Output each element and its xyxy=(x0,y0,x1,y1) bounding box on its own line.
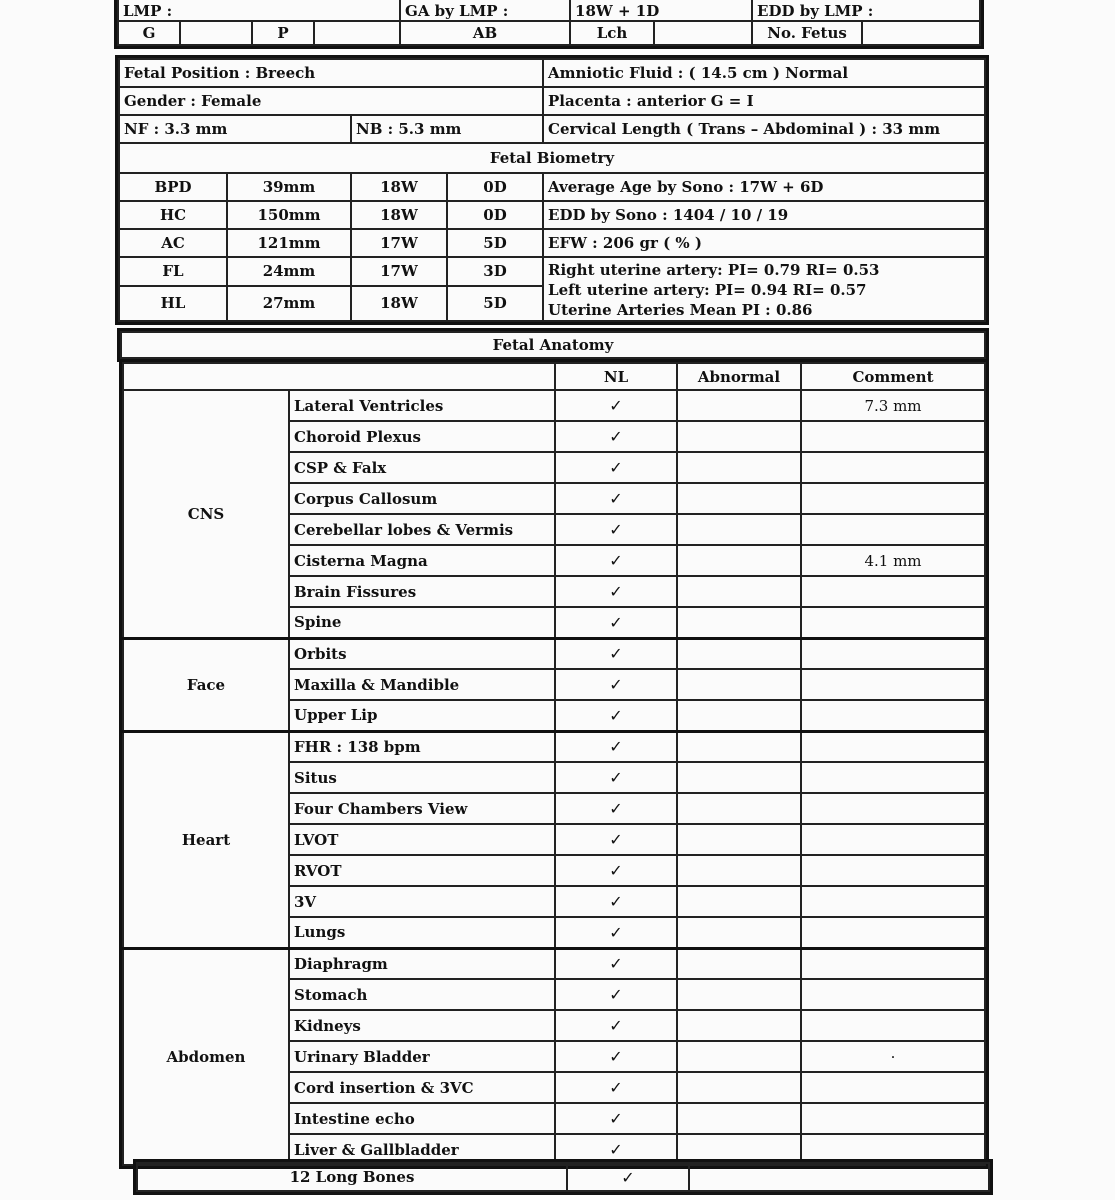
col-abnormal-header: Abnormal xyxy=(677,363,801,390)
col-nl-header: NL xyxy=(555,363,677,390)
anatomy-item-label: Intestine echo xyxy=(289,1103,555,1134)
g-label: G xyxy=(118,21,180,45)
nl-check: ✓ xyxy=(555,979,677,1010)
anatomy-row xyxy=(123,948,985,979)
comment-cell xyxy=(801,607,985,638)
biometry-weeks: 18W xyxy=(351,173,447,201)
biometry-days: 5D xyxy=(447,229,543,257)
abnormal-cell xyxy=(677,514,801,545)
biometry-days: 0D xyxy=(447,201,543,229)
anatomy-group-cns: CNS xyxy=(123,390,289,638)
anatomy-item-label: Maxilla & Mandible xyxy=(289,669,555,700)
abnormal-cell xyxy=(677,483,801,514)
comment-cell xyxy=(801,1010,985,1041)
anatomy-item-label: Upper Lip xyxy=(289,700,555,731)
comment-cell xyxy=(801,979,985,1010)
biometry-mm: 39mm xyxy=(227,173,351,201)
nl-check: ✓ xyxy=(555,948,677,979)
anatomy-item-label: Choroid Plexus xyxy=(289,421,555,452)
biometry-mm: 150mm xyxy=(227,201,351,229)
lmp-label: LMP : xyxy=(118,0,400,21)
ga-by-lmp-label: GA by LMP : xyxy=(400,0,570,21)
anatomy-item-label: Brain Fissures xyxy=(289,576,555,607)
nl-check: ✓ xyxy=(555,793,677,824)
anatomy-item-label: Stomach xyxy=(289,979,555,1010)
fetal-anatomy-title-table xyxy=(120,331,986,359)
amniotic-fluid: Amniotic Fluid : ( 14.5 cm ) Normal xyxy=(543,59,985,87)
fetal-anatomy-table xyxy=(122,362,986,1166)
abnormal-cell xyxy=(677,576,801,607)
abnormal-cell xyxy=(677,700,801,731)
biometry-days: 0D xyxy=(447,173,543,201)
abnormal-cell xyxy=(677,917,801,948)
abnormal-cell xyxy=(677,1010,801,1041)
patient-header-table xyxy=(117,0,981,46)
abnormal-cell xyxy=(677,545,801,576)
abnormal-cell xyxy=(677,948,801,979)
no-fetus-label: No. Fetus xyxy=(752,21,862,45)
abnormal-cell xyxy=(677,1041,801,1072)
anatomy-item-label: Cord insertion & 3VC xyxy=(289,1072,555,1103)
comment-cell xyxy=(801,1134,985,1165)
anatomy-item-label: Diaphragm xyxy=(289,948,555,979)
abnormal-cell xyxy=(677,452,801,483)
nl-check: ✓ xyxy=(555,607,677,638)
nf-value: NF : 3.3 mm xyxy=(119,115,351,143)
biometry-name: AC xyxy=(119,229,227,257)
anatomy-group-face: Face xyxy=(123,638,289,731)
comment-cell xyxy=(801,483,985,514)
biometry-table xyxy=(118,58,986,322)
placenta: Placenta : anterior G = I xyxy=(543,87,985,115)
anatomy-group-abdomen: Abdomen xyxy=(123,948,289,1165)
anatomy-item-label: Cerebellar lobes & Vermis xyxy=(289,514,555,545)
biometry-days: 3D xyxy=(447,257,543,286)
biometry-name: BPD xyxy=(119,173,227,201)
anatomy-item-label: Spine xyxy=(289,607,555,638)
comment-cell xyxy=(801,638,985,669)
anatomy-item-label: 3V xyxy=(289,886,555,917)
anatomy-item-label: Four Chambers View xyxy=(289,793,555,824)
anatomy-item-label: Urinary Bladder xyxy=(289,1041,555,1072)
nl-check: ✓ xyxy=(555,700,677,731)
p-label: P xyxy=(252,21,314,45)
anatomy-item-label: Orbits xyxy=(289,638,555,669)
anatomy-item-label: Lateral Ventricles xyxy=(289,390,555,421)
abnormal-cell xyxy=(677,731,801,762)
anatomy-item-label: Lungs xyxy=(289,917,555,948)
comment-cell xyxy=(801,1072,985,1103)
abnormal-cell xyxy=(677,824,801,855)
right-uterine-artery: Right uterine artery: PI= 0.79 RI= 0.53 xyxy=(548,261,880,279)
nl-check: ✓ xyxy=(555,824,677,855)
anatomy-row xyxy=(123,638,985,669)
lch-value xyxy=(654,21,752,45)
comment-cell xyxy=(801,700,985,731)
uterine-arteries-mean-pi: Uterine Arteries Mean PI : 0.86 xyxy=(548,301,813,319)
comment-cell: 7.3 mm xyxy=(801,390,985,421)
abnormal-cell xyxy=(677,793,801,824)
comment-cell xyxy=(801,948,985,979)
nl-check: ✓ xyxy=(555,1134,677,1165)
nl-check: ✓ xyxy=(555,545,677,576)
abnormal-cell xyxy=(677,669,801,700)
nl-check: ✓ xyxy=(555,514,677,545)
anatomy-item-label: LVOT xyxy=(289,824,555,855)
abnormal-cell xyxy=(677,886,801,917)
nl-check: ✓ xyxy=(555,1103,677,1134)
anatomy-item-label: Liver & Gallbladder xyxy=(289,1134,555,1165)
anatomy-group-heart: Heart xyxy=(123,731,289,948)
edd-by-lmp-label: EDD by LMP : xyxy=(752,0,980,21)
nl-check: ✓ xyxy=(555,483,677,514)
abnormal-cell xyxy=(677,855,801,886)
anatomy-item-label: Cisterna Magna xyxy=(289,545,555,576)
uterine-artery-block xyxy=(543,257,985,321)
biometry-name: FL xyxy=(119,257,227,286)
nl-check: ✓ xyxy=(555,390,677,421)
nl-check: ✓ xyxy=(555,917,677,948)
nl-check: ✓ xyxy=(555,855,677,886)
nl-check: ✓ xyxy=(555,762,677,793)
nl-check: ✓ xyxy=(555,886,677,917)
no-fetus-value xyxy=(862,21,980,45)
abnormal-cell xyxy=(677,1103,801,1134)
anatomy-row xyxy=(123,390,985,421)
abnormal-cell xyxy=(677,607,801,638)
fetal-anatomy-title: Fetal Anatomy xyxy=(121,332,985,358)
biometry-days: 5D xyxy=(447,286,543,321)
biometry-weeks: 17W xyxy=(351,229,447,257)
comment-cell xyxy=(801,886,985,917)
comment-cell xyxy=(801,855,985,886)
comment-cell xyxy=(801,917,985,948)
comment-cell xyxy=(801,824,985,855)
long-bones-comment xyxy=(689,1163,989,1191)
biometry-name: HC xyxy=(119,201,227,229)
col-comment-header: Comment xyxy=(801,363,985,390)
comment-cell: · xyxy=(801,1041,985,1072)
anatomy-item-label: Kidneys xyxy=(289,1010,555,1041)
fetal-anatomy-body xyxy=(123,363,985,1165)
biometry-mm: 27mm xyxy=(227,286,351,321)
abnormal-cell xyxy=(677,421,801,452)
nl-check: ✓ xyxy=(555,1041,677,1072)
biometry-name: HL xyxy=(119,286,227,321)
anatomy-item-label: Situs xyxy=(289,762,555,793)
abnormal-cell xyxy=(677,390,801,421)
efw: EFW : 206 gr ( % ) xyxy=(543,229,985,257)
comment-cell xyxy=(801,1103,985,1134)
nl-check: ✓ xyxy=(555,638,677,669)
ga-by-lmp-value: 18W + 1D xyxy=(570,0,752,21)
nl-check: ✓ xyxy=(567,1163,689,1191)
gender: Gender : Female xyxy=(119,87,543,115)
biometry-weeks: 18W xyxy=(351,201,447,229)
biometry-mm: 121mm xyxy=(227,229,351,257)
comment-cell xyxy=(801,731,985,762)
long-bones-label: 12 Long Bones xyxy=(137,1163,567,1191)
comment-cell xyxy=(801,421,985,452)
g-value xyxy=(180,21,252,45)
comment-cell xyxy=(801,669,985,700)
anatomy-item-label: FHR : 138 bpm xyxy=(289,731,555,762)
long-bones-table xyxy=(136,1162,990,1192)
left-uterine-artery: Left uterine artery: PI= 0.94 RI= 0.57 xyxy=(548,281,867,299)
edd-by-sono: EDD by Sono : 1404 / 10 / 19 xyxy=(543,201,985,229)
nl-check: ✓ xyxy=(555,731,677,762)
nl-check: ✓ xyxy=(555,669,677,700)
abnormal-cell xyxy=(677,1134,801,1165)
anatomy-header-blank xyxy=(123,363,555,390)
nl-check: ✓ xyxy=(555,452,677,483)
p-value xyxy=(314,21,400,45)
comment-cell xyxy=(801,576,985,607)
abnormal-cell xyxy=(677,979,801,1010)
nb-value: NB : 5.3 mm xyxy=(351,115,543,143)
nl-check: ✓ xyxy=(555,1072,677,1103)
abnormal-cell xyxy=(677,638,801,669)
nl-check: ✓ xyxy=(555,576,677,607)
comment-cell xyxy=(801,793,985,824)
average-age-by-sono: Average Age by Sono : 17W + 6D xyxy=(543,173,985,201)
biometry-weeks: 18W xyxy=(351,286,447,321)
lch-label: Lch xyxy=(570,21,654,45)
comment-cell xyxy=(801,452,985,483)
biometry-mm: 24mm xyxy=(227,257,351,286)
abnormal-cell xyxy=(677,1072,801,1103)
comment-cell xyxy=(801,514,985,545)
anatomy-row xyxy=(123,731,985,762)
nl-check: ✓ xyxy=(555,421,677,452)
fetal-position: Fetal Position : Breech xyxy=(119,59,543,87)
ab-label: AB xyxy=(400,21,570,45)
nl-check: ✓ xyxy=(555,1010,677,1041)
comment-cell: 4.1 mm xyxy=(801,545,985,576)
fetal-biometry-title: Fetal Biometry xyxy=(119,143,985,173)
cervical-length: Cervical Length ( Trans – Abdominal ) : 33 mm xyxy=(543,115,985,143)
comment-cell xyxy=(801,762,985,793)
biometry-weeks: 17W xyxy=(351,257,447,286)
anatomy-item-label: Corpus Callosum xyxy=(289,483,555,514)
abnormal-cell xyxy=(677,762,801,793)
anatomy-item-label: RVOT xyxy=(289,855,555,886)
anatomy-item-label: CSP & Falx xyxy=(289,452,555,483)
